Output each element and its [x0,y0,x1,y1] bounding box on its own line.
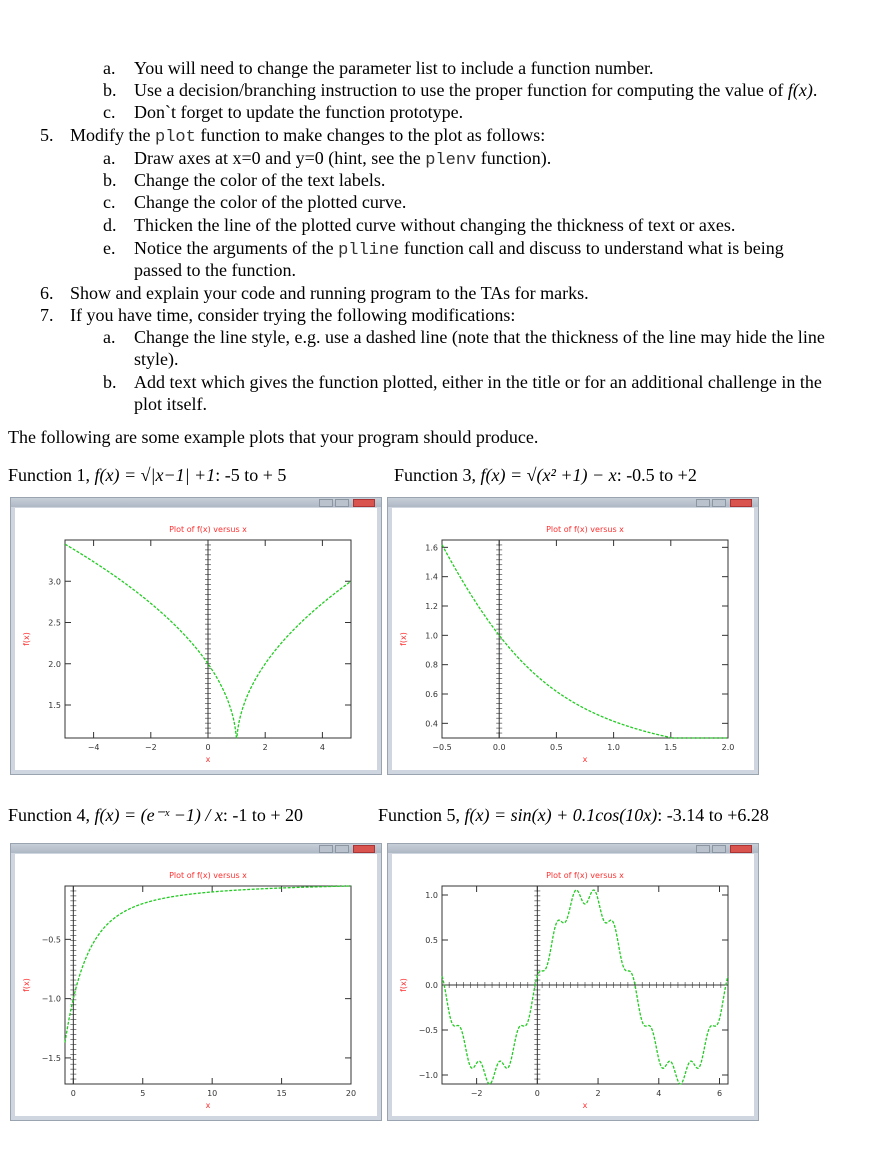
caption-function-5: Function 5, f(x) = sin(x) + 0.1cos(10x): -3.14 to +6.28 [378,805,769,825]
instruction-line: Change the color of the plotted curve. [134,192,407,212]
instruction-line: You will need to change the parameter list to include a function number. [134,58,654,78]
x-tick-label: 20 [345,1089,357,1098]
list-marker: c. [103,102,116,122]
list-marker: a. [103,327,116,347]
caption-function-1: Function 1, f(x) = √|x−1| +1: -5 to + 5 [8,465,287,485]
list-marker: c. [103,192,116,212]
x-tick-label: 15 [276,1089,287,1098]
y-tick-label: 0.6 [425,690,438,699]
x-axis-label: x [582,1101,588,1110]
list-marker: 6. [40,283,54,303]
x-axis-label: x [582,755,588,764]
minimize-button[interactable] [696,845,710,853]
y-tick-label: 3.0 [48,577,61,587]
instruction-line: Change the line style, e.g. use a dashed line (note that the thickness of the line may hide the line [134,327,825,347]
x-tick-label: −2 [470,1089,483,1098]
x-tick-label: −2 [144,743,157,752]
minimize-button[interactable] [696,499,710,507]
list-marker: b. [103,80,117,100]
instruction-line: plot itself. [134,394,207,414]
x-tick-label: 2.0 [721,743,735,752]
plot-frame [65,886,351,1084]
instruction-line: Notice the arguments of the plline function call and discuss to understand what is being [134,238,784,260]
plot-3 [392,508,754,770]
instruction-line: passed to the function. [134,260,296,280]
y-tick-label: 1.0 [425,631,438,641]
instruction-line: The following are some example plots that your program should produce. [8,427,539,447]
x-tick-label: 4 [319,743,325,752]
close-button[interactable] [353,845,375,853]
formula-1: f(x) = √|x−1| +1 [94,465,216,485]
code-token: plot [155,128,196,147]
plot-title: Plot of f(x) versus x [169,525,247,534]
x-tick-label: 0 [205,743,211,752]
instruction-line: Show and explain your code and running program to the TAs for marks. [70,283,589,303]
y-axis-label: f(x) [22,978,31,992]
plot-1 [15,508,377,770]
caption-function-3: Function 3, f(x) = √(x² +1) − x: -0.5 to +2 [394,465,697,485]
y-tick-label: −1.0 [418,1071,438,1080]
y-axis-label: f(x) [399,632,408,646]
maximize-button[interactable] [335,845,349,853]
caption-function-4: Function 4, f(x) = (e⁻ˣ −1) / x: -1 to + 20 [8,805,303,825]
plot-curve [442,545,728,738]
x-tick-label: 2 [595,1089,601,1098]
y-tick-label: 1.6 [425,543,438,553]
formula-3: f(x) = √(x² +1) − x [480,465,617,485]
x-tick-label: 0.0 [492,743,506,752]
x-tick-label: 0 [70,1089,76,1098]
y-tick-label: −1.0 [41,994,61,1004]
instruction-line: Don`t forget to update the function prototype. [134,102,464,122]
close-button[interactable] [353,499,375,507]
y-tick-label: 1.0 [425,891,438,900]
instruction-line: Add text which gives the function plotted, either in the title or for an additional challenge in the [134,372,822,392]
y-tick-label: 2.5 [48,618,61,628]
close-button[interactable] [730,845,752,853]
code-token: plline [338,241,400,260]
list-marker: 5. [40,125,54,145]
plot-curve [65,886,351,1043]
x-tick-label: 10 [207,1089,218,1098]
list-marker: b. [103,372,117,392]
y-tick-label: 0.5 [425,936,438,945]
instruction-line: Thicken the line of the plotted curve without changing the thickness of text or axes. [134,215,736,235]
formula-5: f(x) = sin(x) + 0.1cos(10x) [464,805,658,825]
plot-title: Plot of f(x) versus x [546,871,624,880]
instruction-line: Change the color of the text labels. [134,170,386,190]
x-tick-label: 6 [716,1089,723,1098]
minimize-button[interactable] [319,499,333,507]
close-button[interactable] [730,499,752,507]
y-axis-label: f(x) [399,978,408,992]
instruction-line: Draw axes at x=0 and y=0 (hint, see the plenv function). [134,148,552,170]
instruction-line: style). [134,349,179,369]
y-tick-label: 0.0 [425,981,438,990]
list-marker: b. [103,170,117,190]
code-token: plenv [425,151,477,170]
x-tick-label: 5 [140,1089,146,1098]
list-marker: 7. [40,305,54,325]
list-marker: d. [103,215,117,235]
instruction-line: Use a decision/branching instruction to use the proper function for computing the value of f(x). [134,80,818,100]
maximize-button[interactable] [712,845,726,853]
y-tick-label: 1.4 [425,572,438,582]
list-marker: a. [103,58,116,78]
y-tick-label: −0.5 [418,1026,438,1035]
list-marker: e. [103,238,116,258]
y-axis-label: f(x) [22,632,31,646]
y-tick-label: −1.5 [41,1053,61,1063]
x-tick-label: −0.5 [432,743,452,752]
list-marker: a. [103,148,116,168]
y-tick-label: 2.0 [48,659,61,669]
x-tick-label: 1.0 [607,743,620,752]
plot-5 [392,854,754,1116]
y-tick-label: 0.4 [425,719,438,729]
plot-window-5 [387,843,759,1121]
y-tick-label: 1.5 [48,701,61,710]
x-tick-label: 0.5 [550,743,563,752]
y-tick-label: −0.5 [41,935,61,945]
plot-title: Plot of f(x) versus x [546,525,624,534]
x-axis-label: x [205,755,211,764]
plot-window-1 [10,497,382,775]
instruction-line: If you have time, consider trying the following modifications: [70,305,516,325]
y-tick-label: 1.2 [425,602,438,611]
plot-title: Plot of f(x) versus x [169,871,247,880]
plot-4 [15,854,377,1116]
formula-4: f(x) = (e⁻ˣ −1) / x [94,805,223,825]
y-tick-label: 0.8 [425,660,438,670]
x-tick-label: 1.5 [664,743,678,752]
x-tick-label: −4 [87,743,100,752]
plot-window-4 [10,843,382,1121]
instruction-line: Modify the plot function to make changes to the plot as follows: [70,125,546,147]
x-tick-label: 0 [534,1089,540,1098]
x-tick-label: 4 [656,1089,662,1098]
maximize-button[interactable] [712,499,726,507]
plot-window-3 [387,497,759,775]
minimize-button[interactable] [319,845,333,853]
x-axis-label: x [205,1101,211,1110]
x-tick-label: 2 [262,743,268,752]
maximize-button[interactable] [335,499,349,507]
